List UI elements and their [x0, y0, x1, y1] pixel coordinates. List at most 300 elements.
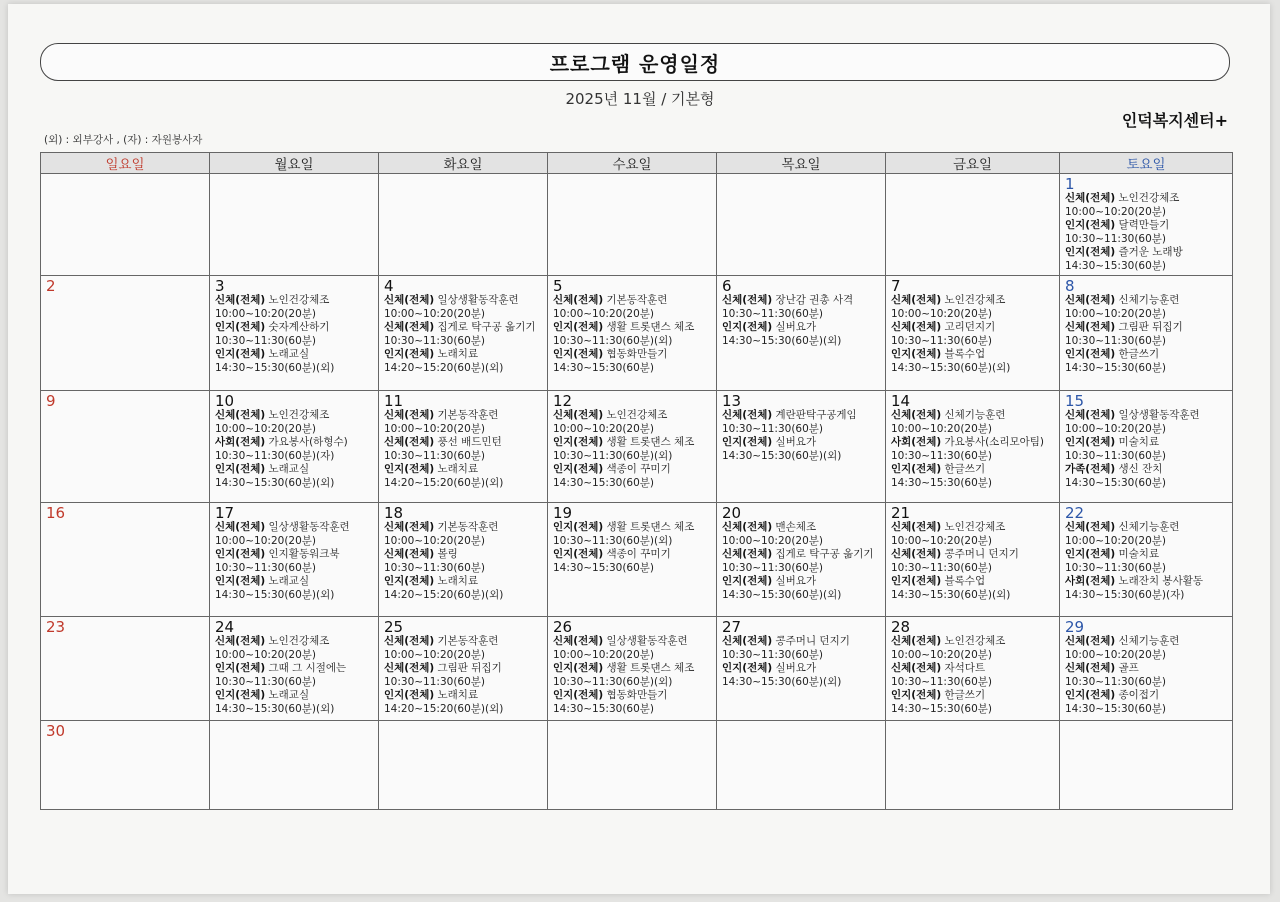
- program-name: 실버요가: [775, 575, 817, 587]
- program-time: 10:30~11:30(60분): [1065, 675, 1167, 688]
- program-category: 인지(전체): [215, 689, 266, 701]
- program-time: 10:00~10:20(20분): [553, 422, 655, 435]
- program-entry: [891, 321, 1056, 335]
- program-time: 10:00~10:20(20분): [553, 307, 655, 320]
- program-entry: [215, 436, 375, 450]
- program-time: 14:30~15:30(60분)(자): [1065, 588, 1185, 601]
- program-category: 인지(전체): [215, 321, 266, 333]
- program-name: 종이접기: [1118, 689, 1160, 701]
- day-number: 1: [1065, 175, 1075, 193]
- program-name: 노래교실: [268, 689, 310, 701]
- program-name: 일상생활동작훈련: [606, 635, 688, 647]
- program-category: 신체(전체): [1065, 635, 1116, 647]
- program-category: 인지(전체): [215, 463, 266, 475]
- weekday-header-tue: 화요일: [379, 153, 548, 174]
- day-number: 27: [722, 618, 742, 636]
- program-name: 기본동작훈련: [437, 521, 499, 533]
- day-cell: [41, 617, 210, 721]
- program-category: 신체(전체): [215, 521, 266, 533]
- day-number: 20: [722, 504, 742, 522]
- program-name: 노인건강체조: [944, 294, 1006, 306]
- program-entry: [384, 409, 544, 423]
- program-category: 인지(전체): [553, 548, 604, 560]
- program-category: 신체(전체): [553, 294, 604, 306]
- program-time: 14:30~15:30(60분): [891, 476, 993, 489]
- day-cell: [548, 391, 717, 503]
- program-category: 인지(전체): [553, 662, 604, 674]
- program-name: 생신 잔치: [1118, 463, 1163, 475]
- program-time: 10:00~10:20(20분): [215, 534, 317, 547]
- program-entry: [1065, 321, 1229, 335]
- program-name: 그림판 뒤집기: [437, 662, 502, 674]
- program-name: 신체기능훈련: [1118, 521, 1180, 533]
- program-time: 10:00~10:20(20분): [1065, 307, 1167, 320]
- program-time: 14:30~15:30(60분): [1065, 702, 1167, 715]
- program-time: 10:30~11:30(60분)(외): [553, 449, 673, 462]
- program-category: 신체(전체): [1065, 321, 1116, 333]
- day-cell: [379, 391, 548, 503]
- day-cell: [886, 617, 1060, 721]
- program-entry: [384, 348, 544, 362]
- program-category: 인지(전체): [215, 548, 266, 560]
- program-name: 노래치료: [437, 575, 479, 587]
- day-number: 13: [722, 392, 742, 410]
- day-cell: [717, 174, 886, 276]
- program-time: 14:30~15:30(60분)(외): [215, 702, 335, 715]
- program-category: 사회(전체): [215, 436, 266, 448]
- program-name: 실버요가: [775, 662, 817, 674]
- program-category: 인지(전체): [1065, 548, 1116, 560]
- program-category: 인지(전체): [891, 463, 942, 475]
- program-time: 10:30~11:30(60분)(외): [553, 534, 673, 547]
- program-time: 10:30~11:30(60분): [1065, 561, 1167, 574]
- program-entry: [1065, 635, 1229, 649]
- day-number: 26: [553, 618, 573, 636]
- program-name: 블록수업: [944, 348, 986, 360]
- program-category: 인지(전체): [722, 321, 773, 333]
- program-name: 한글쓰기: [944, 689, 986, 701]
- program-entry: [891, 409, 1056, 423]
- program-time: 10:00~10:20(20분): [1065, 534, 1167, 547]
- program-category: 신체(전체): [891, 321, 942, 333]
- program-entry: [215, 689, 375, 703]
- program-category: 신체(전체): [1065, 409, 1116, 421]
- program-entry: [553, 321, 713, 335]
- program-entry: [1065, 348, 1229, 362]
- program-entry: [384, 436, 544, 450]
- program-category: 인지(전체): [1065, 246, 1116, 258]
- program-entry: [384, 294, 544, 308]
- program-category: 신체(전체): [1065, 294, 1116, 306]
- program-entry: [1065, 463, 1229, 477]
- program-time: 10:00~10:20(20분): [553, 648, 655, 661]
- program-category: 신체(전체): [384, 321, 435, 333]
- week-row: [41, 721, 1233, 810]
- program-category: 인지(전체): [215, 575, 266, 587]
- program-time: 10:30~11:30(60분): [215, 334, 317, 347]
- day-cell: [1060, 617, 1233, 721]
- program-time: 14:30~15:30(60분)(외): [722, 449, 842, 462]
- program-entry: [553, 463, 713, 477]
- weekday-header-sun: 일요일: [41, 153, 210, 174]
- program-entry: [722, 635, 882, 649]
- program-time: 14:20~15:20(60분)(외): [384, 702, 504, 715]
- program-entry: [215, 294, 375, 308]
- program-name: 신체기능훈련: [1118, 635, 1180, 647]
- program-time: 10:00~10:20(20분): [215, 422, 317, 435]
- program-entry: [1065, 409, 1229, 423]
- program-category: 인지(전체): [722, 436, 773, 448]
- program-name: 볼링: [437, 548, 458, 560]
- program-time: 14:30~15:30(60분)(외): [215, 361, 335, 374]
- program-entry: [384, 321, 544, 335]
- day-cell: [717, 276, 886, 391]
- program-entry: [215, 662, 375, 676]
- program-name: 골프: [1118, 662, 1139, 674]
- program-entry: [722, 548, 882, 562]
- program-entry: [384, 662, 544, 676]
- week-row: [41, 276, 1233, 391]
- program-time: 14:30~15:30(60분)(외): [722, 334, 842, 347]
- day-cell: [379, 617, 548, 721]
- program-name: 달력만들기: [1118, 219, 1170, 231]
- day-cell: [379, 721, 548, 810]
- day-cell: [548, 276, 717, 391]
- program-name: 기본동작훈련: [437, 635, 499, 647]
- day-number: 22: [1065, 504, 1085, 522]
- program-name: 협동화만들기: [606, 689, 668, 701]
- week-row: [41, 617, 1233, 721]
- program-entry: [891, 463, 1056, 477]
- program-name: 생활 트롯댄스 체조: [606, 321, 695, 333]
- program-name: 기본동작훈련: [437, 409, 499, 421]
- program-entry: [891, 689, 1056, 703]
- program-time: 10:00~10:20(20분): [891, 422, 993, 435]
- program-time: 14:30~15:30(60분): [553, 702, 655, 715]
- program-entry: [722, 575, 882, 589]
- weekday-header-fri: 금요일: [886, 153, 1060, 174]
- day-number: 23: [46, 618, 66, 636]
- program-name: 생활 트롯댄스 체조: [606, 662, 695, 674]
- program-category: 인지(전체): [553, 689, 604, 701]
- program-name: 협동화만들기: [606, 348, 668, 360]
- program-time: 10:00~10:20(20분): [1065, 422, 1167, 435]
- week-row: [41, 503, 1233, 617]
- program-name: 그림판 뒤집기: [1118, 321, 1183, 333]
- program-name: 신체기능훈련: [944, 409, 1006, 421]
- day-number: 28: [891, 618, 911, 636]
- day-number: 18: [384, 504, 404, 522]
- program-entry: [722, 321, 882, 335]
- program-category: 신체(전체): [1065, 521, 1116, 533]
- program-category: 인지(전체): [1065, 219, 1116, 231]
- day-cell: [41, 174, 210, 276]
- program-category: 신체(전체): [891, 521, 942, 533]
- program-entry: [891, 294, 1056, 308]
- day-cell: [210, 276, 379, 391]
- week-row: [41, 391, 1233, 503]
- program-time: 14:30~15:30(60분)(외): [215, 476, 335, 489]
- program-entry: [1065, 548, 1229, 562]
- day-cell: [886, 503, 1060, 617]
- program-category: 인지(전체): [384, 575, 435, 587]
- program-entry: [1065, 689, 1229, 703]
- program-entry: [215, 635, 375, 649]
- day-number: 2: [46, 277, 56, 295]
- program-time: 14:30~15:30(60분): [553, 561, 655, 574]
- title-bar: [40, 43, 1230, 81]
- program-time: 10:00~10:20(20분): [384, 307, 486, 320]
- day-number: 8: [1065, 277, 1075, 295]
- program-category: 인지(전체): [384, 689, 435, 701]
- program-name: 색종이 꾸미기: [606, 548, 671, 560]
- program-category: 신체(전체): [215, 635, 266, 647]
- program-entry: [553, 348, 713, 362]
- program-entry: [891, 575, 1056, 589]
- day-cell: [379, 276, 548, 391]
- program-name: 집게로 탁구공 옮기기: [775, 548, 874, 560]
- program-time: 14:30~15:30(60분)(외): [215, 588, 335, 601]
- program-entry: [891, 436, 1056, 450]
- program-name: 계란판탁구공게임: [775, 409, 857, 421]
- day-cell: [1060, 721, 1233, 810]
- program-entry: [553, 548, 713, 562]
- program-entry: [553, 689, 713, 703]
- program-time: 10:00~10:20(20분): [384, 648, 486, 661]
- program-time: 10:30~11:30(60분): [722, 307, 824, 320]
- program-category: 신체(전체): [891, 409, 942, 421]
- program-time: 14:30~15:30(60분): [891, 702, 993, 715]
- day-number: 6: [722, 277, 732, 295]
- weekday-header-row: [41, 153, 1233, 174]
- day-cell: [379, 503, 548, 617]
- day-cell: [210, 503, 379, 617]
- program-category: 신체(전체): [722, 635, 773, 647]
- program-entry: [1065, 219, 1229, 233]
- program-entry: [553, 409, 713, 423]
- program-time: 10:30~11:30(60분): [891, 675, 993, 688]
- program-category: 인지(전체): [891, 575, 942, 587]
- program-name: 즐거운 노래방: [1118, 246, 1183, 258]
- program-category: 신체(전체): [891, 635, 942, 647]
- program-entry: [722, 662, 882, 676]
- day-number: 3: [215, 277, 225, 295]
- day-cell: [379, 174, 548, 276]
- program-time: 14:30~15:30(60분)(외): [891, 588, 1011, 601]
- program-category: 신체(전체): [384, 294, 435, 306]
- program-entry: [722, 294, 882, 308]
- program-entry: [722, 436, 882, 450]
- day-cell: [717, 617, 886, 721]
- weekday-header-wed: 수요일: [548, 153, 717, 174]
- program-category: 인지(전체): [553, 348, 604, 360]
- program-entry: [891, 662, 1056, 676]
- program-entry: [215, 321, 375, 335]
- day-cell: [886, 721, 1060, 810]
- program-category: 인지(전체): [1065, 348, 1116, 360]
- program-name: 노인건강체조: [268, 294, 330, 306]
- program-time: 14:30~15:30(60분)(외): [891, 361, 1011, 374]
- program-name: 자석다트: [944, 662, 986, 674]
- program-entry: [1065, 521, 1229, 535]
- organization-name: 인덕복지센터+: [1121, 111, 1228, 130]
- program-entry: [384, 635, 544, 649]
- program-entry: [891, 348, 1056, 362]
- day-number: 17: [215, 504, 235, 522]
- program-entry: [891, 521, 1056, 535]
- program-name: 실버요가: [775, 321, 817, 333]
- program-category: 인지(전체): [553, 521, 604, 533]
- program-name: 일상생활동작훈련: [1118, 409, 1200, 421]
- program-category: 신체(전체): [891, 294, 942, 306]
- program-name: 노인건강체조: [944, 521, 1006, 533]
- program-time: 10:30~11:30(60분): [384, 561, 486, 574]
- program-name: 노인건강체조: [268, 409, 330, 421]
- program-name: 색종이 꾸미기: [606, 463, 671, 475]
- day-cell: [717, 721, 886, 810]
- day-number: 19: [553, 504, 573, 522]
- program-name: 기본동작훈련: [606, 294, 668, 306]
- program-entry: [215, 521, 375, 535]
- program-time: 10:30~11:30(60분): [891, 334, 993, 347]
- program-category: 신체(전체): [1065, 192, 1116, 204]
- day-cell: [210, 617, 379, 721]
- program-time: 10:00~10:20(20분): [384, 422, 486, 435]
- day-number: 11: [384, 392, 404, 410]
- program-entry: [891, 635, 1056, 649]
- program-entry: [1065, 246, 1229, 260]
- program-time: 10:30~11:30(60분)(외): [553, 334, 673, 347]
- program-category: 신체(전체): [722, 521, 773, 533]
- program-name: 노래교실: [268, 463, 310, 475]
- day-cell: [717, 391, 886, 503]
- weekday-header-sat: 토요일: [1060, 153, 1233, 174]
- program-name: 노인건강체조: [268, 635, 330, 647]
- program-time: 10:00~10:20(20분): [384, 534, 486, 547]
- program-entry: [722, 521, 882, 535]
- day-number: 14: [891, 392, 911, 410]
- program-entry: [1065, 575, 1229, 589]
- program-entry: [553, 521, 713, 535]
- program-time: 14:30~15:30(60분): [1065, 259, 1167, 272]
- program-name: 장난감 권총 사격: [775, 294, 854, 306]
- program-name: 노래잔치 봉사활동: [1118, 575, 1203, 587]
- day-cell: [548, 503, 717, 617]
- day-cell: [886, 174, 1060, 276]
- program-name: 그때 그 시절에는: [268, 662, 347, 674]
- program-category: 인지(전체): [1065, 436, 1116, 448]
- program-category: 신체(전체): [384, 662, 435, 674]
- program-entry: [891, 548, 1056, 562]
- program-name: 가요봉사(소리모아팀): [944, 436, 1044, 448]
- program-category: 신체(전체): [553, 409, 604, 421]
- program-category: 인지(전체): [384, 348, 435, 360]
- program-name: 블록수업: [944, 575, 986, 587]
- program-entry: [215, 409, 375, 423]
- program-entry: [553, 662, 713, 676]
- day-cell: [210, 174, 379, 276]
- program-time: 14:30~15:30(60분)(외): [722, 675, 842, 688]
- program-name: 생활 트롯댄스 체조: [606, 436, 695, 448]
- day-cell: [717, 503, 886, 617]
- program-name: 고리던지기: [944, 321, 996, 333]
- program-category: 인지(전체): [722, 575, 773, 587]
- weekday-header-mon: 월요일: [210, 153, 379, 174]
- program-time: 10:00~10:20(20분): [1065, 205, 1167, 218]
- program-time: 10:00~10:20(20분): [891, 648, 993, 661]
- program-category: 사회(전체): [891, 436, 942, 448]
- program-category: 인지(전체): [553, 463, 604, 475]
- day-number: 12: [553, 392, 573, 410]
- day-cell: [41, 721, 210, 810]
- program-name: 노래치료: [437, 689, 479, 701]
- program-name: 맨손체조: [775, 521, 817, 533]
- program-entry: [215, 348, 375, 362]
- program-category: 인지(전체): [553, 321, 604, 333]
- program-time: 10:30~11:30(60분)(외): [553, 675, 673, 688]
- day-number: 15: [1065, 392, 1085, 410]
- program-time: 10:30~11:30(60분): [1065, 232, 1167, 245]
- program-entry: [1065, 192, 1229, 206]
- program-time: 10:00~10:20(20분): [891, 534, 993, 547]
- program-name: 한글쓰기: [944, 463, 986, 475]
- program-category: 인지(전체): [891, 348, 942, 360]
- program-category: 신체(전체): [384, 436, 435, 448]
- program-category: 신체(전체): [722, 409, 773, 421]
- week-row: [41, 174, 1233, 276]
- program-name: 숫자계산하기: [268, 321, 330, 333]
- program-name: 노인건강체조: [606, 409, 668, 421]
- program-time: 10:30~11:30(60분): [215, 675, 317, 688]
- program-name: 한글쓰기: [1118, 348, 1160, 360]
- program-category: 인지(전체): [722, 662, 773, 674]
- program-name: 인지활동워크북: [268, 548, 340, 560]
- program-time: 10:00~10:20(20분): [722, 534, 824, 547]
- program-name: 노인건강체조: [1118, 192, 1180, 204]
- program-time: 10:30~11:30(60분): [384, 675, 486, 688]
- program-time: 10:00~10:20(20분): [215, 648, 317, 661]
- program-category: 인지(전체): [891, 689, 942, 701]
- program-category: 신체(전체): [891, 548, 942, 560]
- program-entry: [215, 463, 375, 477]
- page-title: 프로그램 운영일정: [549, 51, 721, 76]
- program-category: 신체(전체): [722, 548, 773, 560]
- program-name: 미술치료: [1118, 436, 1160, 448]
- day-cell: [548, 174, 717, 276]
- program-name: 가요봉사(하형수): [268, 436, 348, 448]
- program-time: 10:30~11:30(60분): [891, 449, 993, 462]
- day-number: 25: [384, 618, 404, 636]
- calendar-table: [40, 152, 1233, 810]
- program-time: 10:30~11:30(60분): [1065, 449, 1167, 462]
- program-entry: [1065, 294, 1229, 308]
- program-name: 노인건강체조: [944, 635, 1006, 647]
- day-number: 7: [891, 277, 901, 295]
- program-entry: [384, 689, 544, 703]
- program-category: 신체(전체): [1065, 662, 1116, 674]
- day-number: 30: [46, 722, 66, 740]
- program-time: 14:20~15:20(60분)(외): [384, 476, 504, 489]
- program-category: 신체(전체): [384, 548, 435, 560]
- program-entry: [215, 548, 375, 562]
- program-time: 14:20~15:20(60분)(외): [384, 361, 504, 374]
- program-name: 미술치료: [1118, 548, 1160, 560]
- program-entry: [1065, 662, 1229, 676]
- day-cell: [548, 721, 717, 810]
- program-time: 14:30~15:30(60분): [1065, 476, 1167, 489]
- program-category: 인지(전체): [553, 436, 604, 448]
- day-cell: [210, 721, 379, 810]
